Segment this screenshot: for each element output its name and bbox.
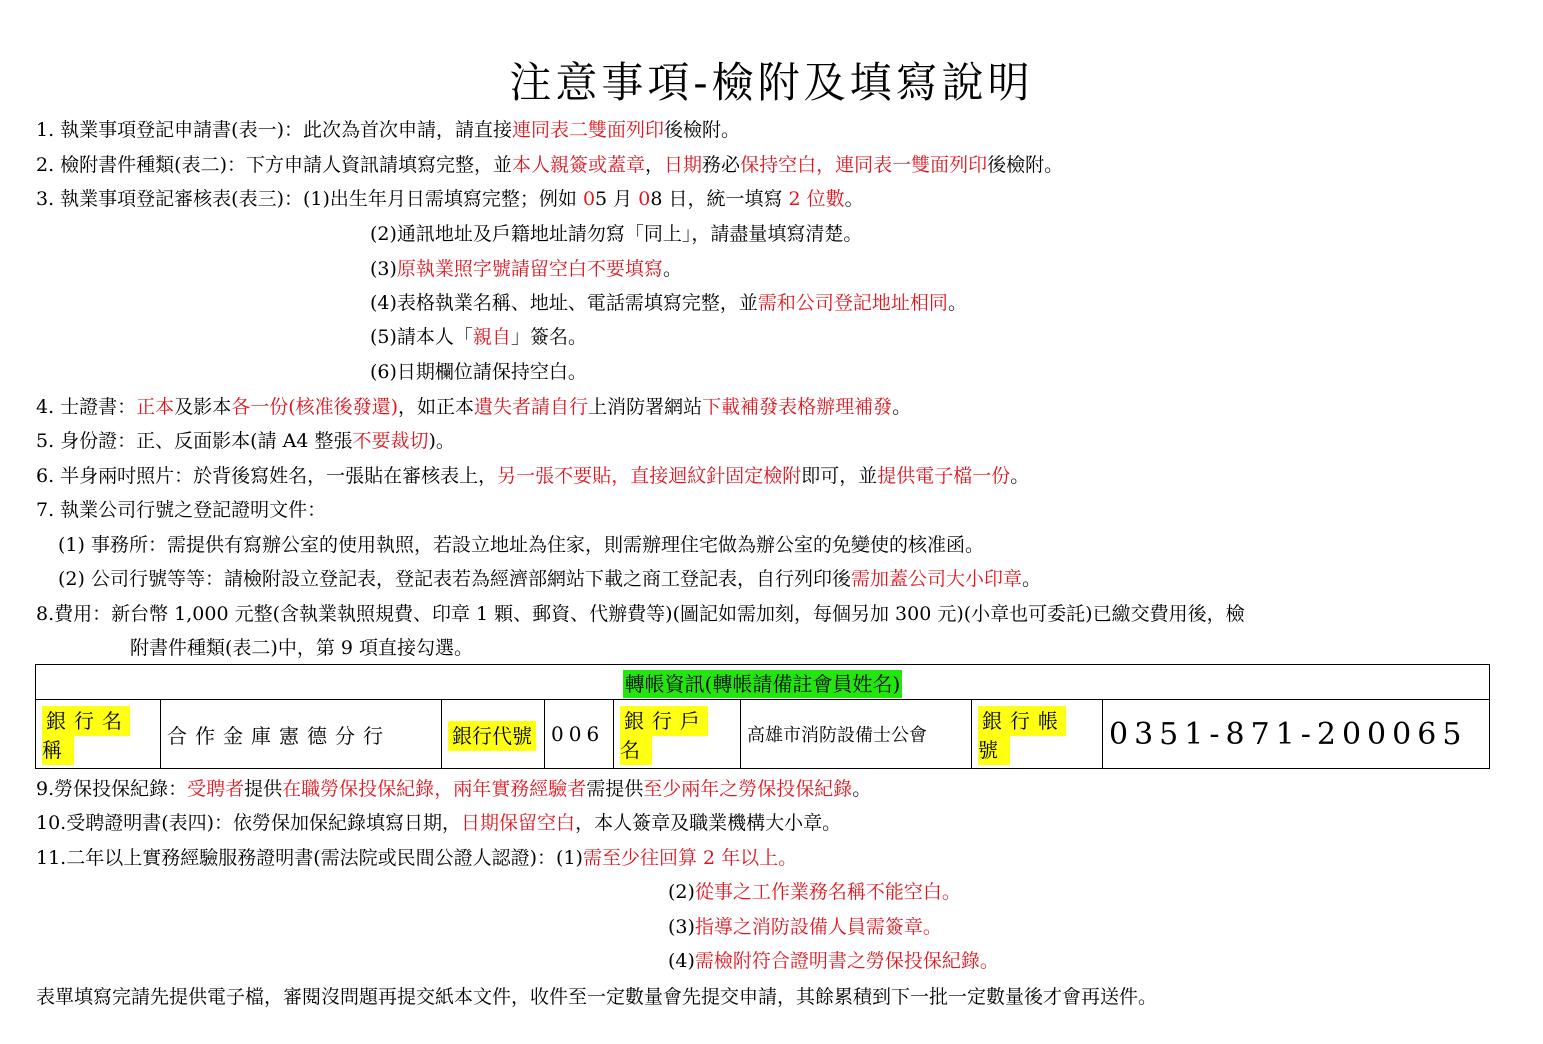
item-1: 1. 執業事項登記申請書(表一)：此次為首次申請，請直接連同表二雙面列印後檢附。 (36, 119, 741, 141)
item-3-3: (3)原執業照字號請留空白不要填寫。 (370, 258, 682, 280)
bank-name-label: 銀行名稱 (42, 706, 130, 765)
item-10: 10.受聘證明書(表四)：依勞保加保紀錄填寫日期，日期保留空白，本人簽章及職業機構大小章。 (36, 812, 842, 834)
bank-header-row (36, 665, 1490, 700)
item-9: 9.勞保投保紀錄：受聘者提供在職勞保投保紀錄，兩年實務經驗者需提供至少兩年之勞保投保紀錄。 (36, 778, 872, 800)
account-name: 高雄市消防設備士公會 (741, 700, 972, 769)
item-7-1: (1) 事務所：需提供有寫辦公室的使用執照，若設立地址為住家，則需辦理住宅做為辦公室的免變使的核准函。 (58, 534, 984, 556)
item-8-cont: 附書件種類(表二)中，第 9 項直接勾選。 (130, 637, 473, 659)
item-3-6: (6)日期欄位請保持空白。 (370, 361, 587, 383)
bank-info-row (36, 700, 1490, 769)
item-11-4: (4)需檢附符合證明書之勞保投保紀錄。 (668, 950, 999, 972)
account-name-label: 銀行戶名 (620, 706, 708, 765)
footer-note: 表單填寫完請先提供電子檔，審閱沒問題再提交紙本文件，收件至一定數量會先提交申請，其餘累積到下一批一定數量後才會再送件。 (36, 986, 1158, 1008)
account-no-label: 銀行帳號 (978, 706, 1066, 765)
item-2: 2. 檢附書件種類(表二)：下方申請人資訊請填寫完整，並本人親簽或蓋章，日期務必保持空白，連同表一雙面列印後檢附。 (36, 154, 1064, 176)
bank-transfer-table (35, 664, 1490, 769)
item-11-2: (2)從事之工作業務名稱不能空白。 (668, 881, 961, 903)
account-no: 0351-871-200065 (1103, 700, 1490, 769)
item-11: 11.二年以上實務經驗服務證明書(需法院或民間公證人認證)：(1)需至少往回算 2 年以上。 (36, 847, 798, 869)
bank-code: 006 (545, 700, 614, 769)
item-11-3: (3)指導之消防設備人員需簽章。 (668, 916, 942, 938)
bank-name: 合作金庫憲德分行 (161, 700, 442, 769)
item-3-4: (4)表格執業名稱、地址、電話需填寫完整，並需和公司登記地址相同。 (370, 292, 967, 314)
bank-code-label: 銀行代號 (448, 721, 536, 751)
page-title: 注意事項-檢附及填寫說明 (509, 58, 1034, 107)
item-3-5: (5)請本人「親自」簽名。 (370, 326, 587, 348)
item-3-2: (2)通訊地址及戶籍地址請勿寫「同上」，請盡量填寫清楚。 (370, 223, 863, 245)
bank-header: 轉帳資訊(轉帳請備註會員姓名) (624, 671, 901, 696)
item-7-2: (2) 公司行號等等：請檢附設立登記表，登記表若為經濟部網站下載之商工登記表，自行列印後需加蓋公司大小印章。 (58, 568, 1041, 590)
item-3: 3. 執業事項登記審核表(表三)：(1)出生年月日需填寫完整；例如 05 月 08 日，統一填寫 2 位數。 (36, 188, 864, 210)
item-4: 4. 士證書：正本及影本各一份(核准後發還)，如正本遺失者請自行上消防署網站下載補發表格辦理補發。 (36, 396, 912, 418)
item-6: 6. 半身兩吋照片：於背後寫姓名，一張貼在審核表上，另一張不要貼，直接迴紋針固定檢附即可，並提供電子檔一份。 (36, 465, 1030, 487)
item-7: 7. 執業公司行號之登記證明文件： (36, 499, 327, 521)
item-8: 8.費用：新台幣 1,000 元整(含執業執照規費、印章 1 顆、郵資、代辦費等)(圖記如需加刻，每個另加 300 元)(小章也可委託)已繳交費用後，檢 (36, 603, 1245, 625)
item-5: 5. 身份證：正、反面影本(請 A4 整張不要裁切)。 (36, 430, 455, 452)
